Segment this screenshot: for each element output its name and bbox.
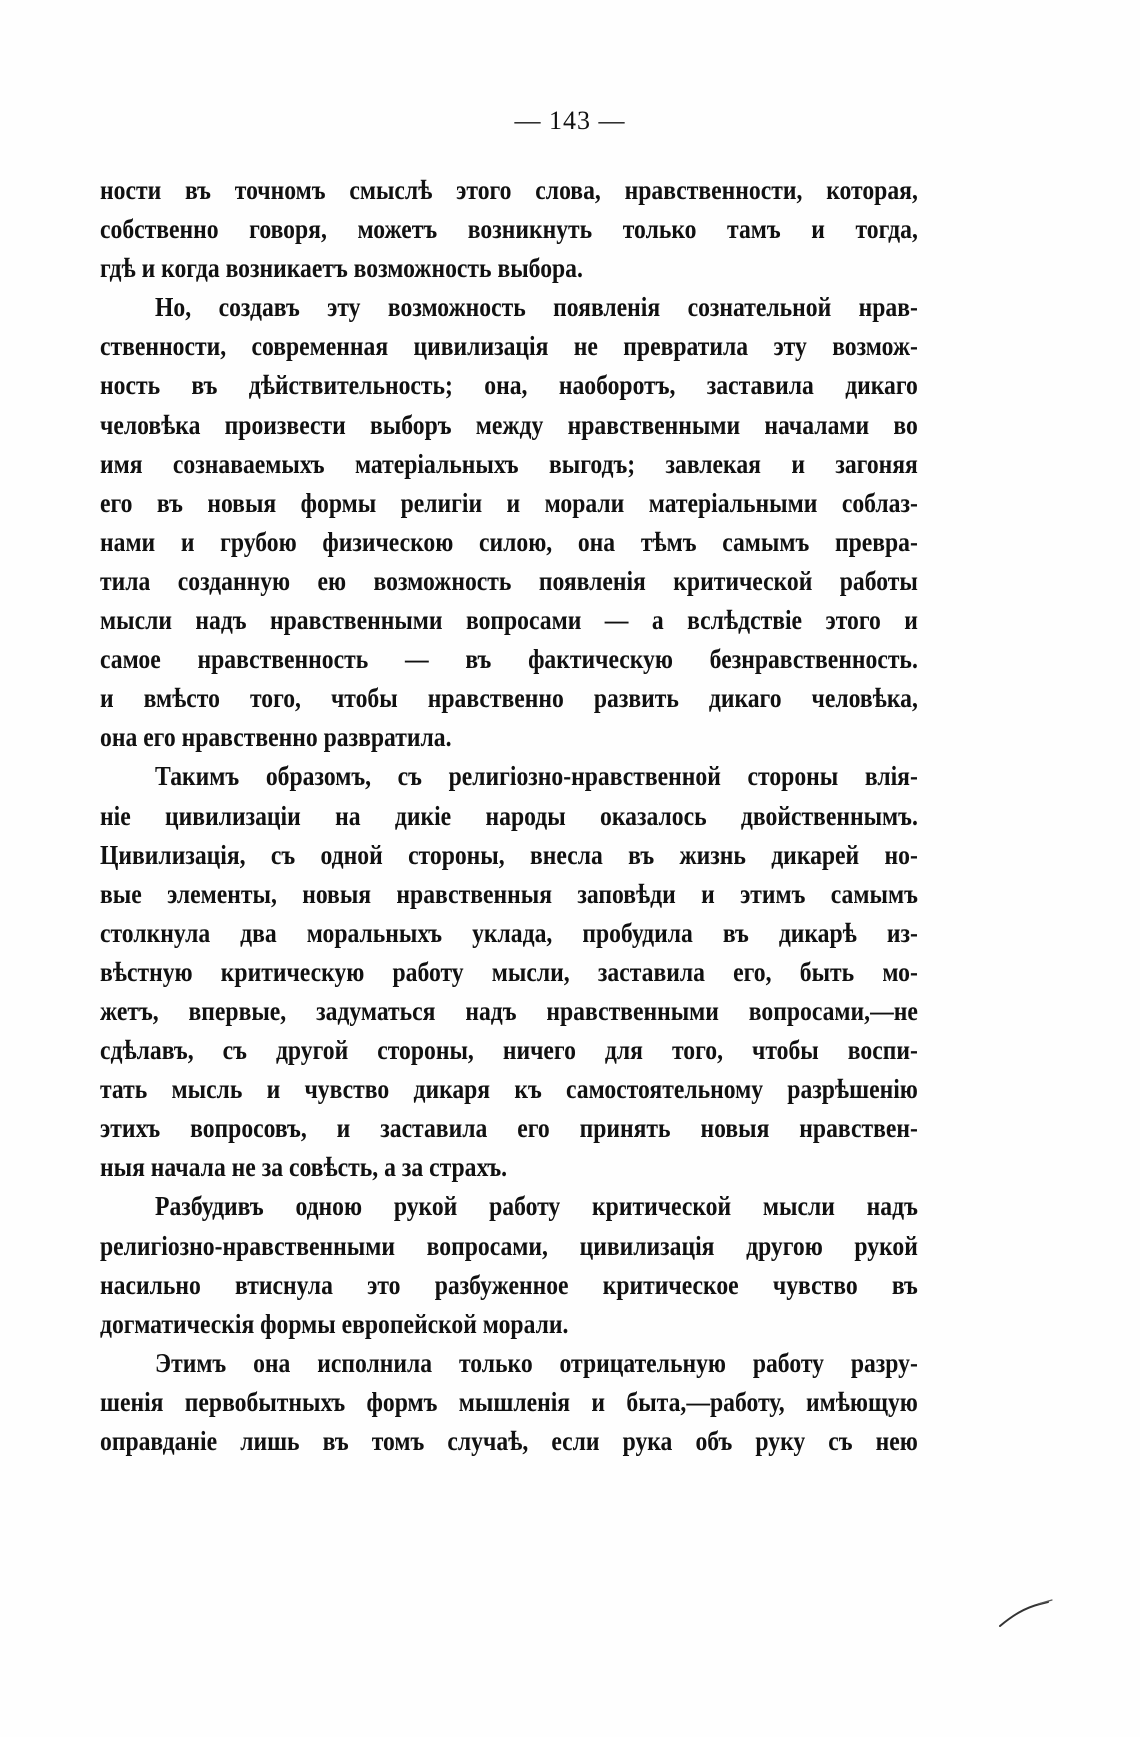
text-line: его въ новыя формы религіи и морали матеріальными соблаз-: [100, 486, 918, 518]
text-line: вые элементы, новыя нравственныя заповѣди и этимъ самымъ: [100, 877, 918, 909]
paragraph-2: [100, 287, 918, 756]
text-line: мысли надъ нравственными вопросами — а вслѣдствіе этого и: [100, 604, 918, 636]
text-line: гдѣ и когда возникаетъ возможность выбора.: [100, 252, 583, 284]
page-number: — 143 —: [514, 106, 626, 135]
text-line: ніе цивилизаціи на дикіе народы оказалось двойственнымъ.: [100, 799, 918, 831]
text-line: Но, создавъ эту возможность появленія сознательной нрав-: [155, 291, 918, 323]
text-line: догматическія формы европейской морали.: [100, 1307, 569, 1339]
text-line: ственности, современная цивилизація не превратила эту возмож-: [100, 330, 918, 362]
text-line: насильно втиснула это разбуженное критическое чувство въ: [100, 1268, 918, 1300]
text-line: нами и грубою физическою силою, она тѣмъ самымъ превра-: [100, 525, 918, 557]
text-line: собственно говоря, можетъ возникнуть только тамъ и тогда,: [100, 213, 918, 245]
text-line: и вмѣсто того, чтобы нравственно развить дикаго человѣка,: [100, 682, 918, 714]
text-line: столкнула два моральныхъ уклада, пробудила въ дикарѣ из-: [100, 916, 918, 948]
text-line: Разбудивъ одною рукой работу критической мысли надъ: [155, 1190, 918, 1222]
text-line: человѣка произвести выборъ между нравственными началами во: [100, 408, 918, 440]
paragraph-1: [100, 170, 918, 287]
text-line: Такимъ образомъ, съ религіозно-нравственной стороны влія-: [155, 760, 918, 792]
text-line: имя сознаваемыхъ матеріальныхъ выгодъ; завлекая и загоняя: [100, 447, 918, 479]
text-line: ности въ точномъ смыслѣ этого слова, нравственности, которая,: [100, 174, 918, 205]
paragraph-5: [100, 1343, 918, 1460]
text-line: ность въ дѣйствительность; она, наоборотъ, заставила дикаго: [100, 369, 918, 401]
page-text: [100, 170, 918, 1460]
text-line: религіозно-нравственными вопросами, цивилизація другою рукой: [100, 1229, 918, 1261]
text-line: тать мысль и чувство дикаря къ самостоятельному разрѣшенію: [100, 1073, 918, 1105]
pen-stroke-mark: [998, 1598, 1054, 1628]
text-line: шенія первобытныхъ формъ мышленія и быта,—работу, имѣющую: [100, 1385, 918, 1417]
text-line: сдѣлавъ, съ другой стороны, ничего для того, чтобы воспи-: [100, 1034, 918, 1066]
text-line: тила созданную ею возможность появленія критической работы: [100, 564, 918, 596]
text-line: жетъ, впервые, задуматься надъ нравственными вопросами,—не: [100, 994, 918, 1026]
paragraph-4: [100, 1186, 918, 1342]
text-line: вѣстную критическую работу мысли, заставила его, быть мо-: [100, 955, 918, 987]
paragraph-3: [100, 756, 918, 1186]
text-line: она его нравственно развратила.: [100, 721, 452, 753]
text-line: самое нравственность — въ фактическую безнравственность.: [100, 643, 918, 675]
text-line: оправданіе лишь въ томъ случаѣ, если рука объ руку съ нею: [100, 1425, 918, 1456]
text-line: Этимъ она исполнила только отрицательную работу разру-: [155, 1346, 918, 1378]
text-line: этихъ вопросовъ, и заставила его принять новыя нравствен-: [100, 1112, 918, 1144]
text-line: Цивилизація, съ одной стороны, внесла въ жизнь дикарей но-: [100, 838, 918, 870]
text-line: ныя начала не за совѣсть, а за страхъ.: [100, 1151, 508, 1183]
